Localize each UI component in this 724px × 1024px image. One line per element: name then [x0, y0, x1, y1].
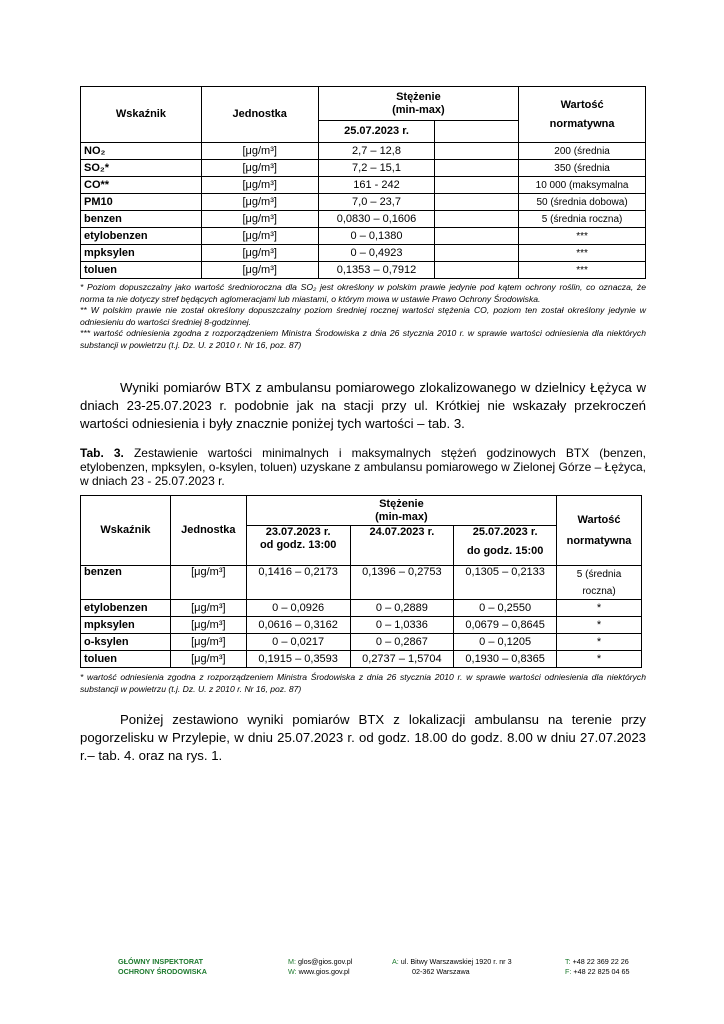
table-row [81, 177, 646, 194]
table-row [81, 245, 646, 262]
footer-org-line2: OCHRONY ŚRODOWISKA [118, 967, 207, 976]
t3-header-day1 [246, 526, 350, 566]
cell-empty [435, 262, 519, 279]
cell-indicator: NO₂ [81, 143, 202, 160]
t3-header-conc-label: Stężenie [379, 497, 424, 510]
t3-header-norm [557, 496, 642, 566]
cell-indicator: CO** [81, 177, 202, 194]
cell-unit: [μg/m³] [201, 143, 318, 160]
cell-norm: 50 (średnia dobowa) [519, 194, 646, 211]
header-unit: Jednostka [201, 87, 318, 143]
cell-empty [435, 228, 519, 245]
cell-indicator: o-ksylen [81, 634, 171, 651]
footer-addr-line2: 02-362 Warszawa [412, 967, 470, 976]
table-3-caption [80, 446, 646, 488]
table-1-notes [80, 282, 646, 351]
cell-unit: [μg/m³] [201, 160, 318, 177]
cell-norm: *** [519, 245, 646, 262]
t3-day1-line1: 23.07.2023 r. [265, 526, 331, 538]
table-3 [80, 495, 642, 668]
cell-norm: 5 (średnia roczna) [519, 211, 646, 228]
table-1-body [81, 143, 646, 279]
footer-address [392, 957, 512, 977]
header-indicator: Wskaźnik [81, 87, 202, 143]
cell-value: 7,0 – 23,7 [318, 194, 435, 211]
cell-unit: [μg/m³] [201, 245, 318, 262]
cell-empty [435, 194, 519, 211]
cell-indicator: toluen [81, 262, 202, 279]
cell-day3: 0 – 0,1205 [454, 634, 557, 651]
t3-header-day2 [350, 526, 454, 566]
cell-unit: [μg/m³] [201, 228, 318, 245]
footer-addr-key: A: [392, 957, 399, 966]
header-norm-line2: normatywna [549, 117, 615, 130]
t3-header-indicator: Wskaźnik [81, 496, 171, 566]
cell-value: 0,1353 – 0,7912 [318, 262, 435, 279]
cell-unit: [μg/m³] [170, 651, 246, 668]
cell-norm: * [557, 651, 642, 668]
t3-header-range-label: (min-max) [375, 510, 428, 523]
cell-norm: *** [519, 262, 646, 279]
cell-unit: [μg/m³] [170, 617, 246, 634]
cell-day1: 0 – 0,0926 [246, 600, 350, 617]
cell-unit: [μg/m³] [201, 177, 318, 194]
cell-indicator: mpksylen [81, 617, 171, 634]
cell-empty [435, 211, 519, 228]
cell-day2: 0,1396 – 0,2753 [350, 566, 454, 600]
cell-day2: 0,2737 – 1,5704 [350, 651, 454, 668]
cell-norm: * [557, 634, 642, 651]
footer-fax: +48 22 825 04 65 [573, 967, 630, 976]
note-2: ** W polskim prawie nie został określony dopuszczalny poziom średniej rocznej wartości stężenia CO, poziom ten został określony jedynie w odniesieniu do wartości średniej 8-godzinnej. [80, 305, 646, 327]
cell-day2: 0 – 0,2889 [350, 600, 454, 617]
caption-text: Zestawienie wartości minimalnych i maksymalnych stężeń godzinowych BTX (benzen, etylobenzen, mpksylen, o-ksylen, toluen) uzyskane z ambulansu pomiarowego w Zielonej Górze – Łężyca, w dniach 23 - 25.07.2023 r. [80, 446, 646, 488]
cell-day3: 0,1305 – 0,2133 [454, 566, 557, 600]
footer-www-key: W: [288, 967, 297, 976]
paragraph-2-text: Poniżej zestawiono wyniki pomiarów BTX z lokalizacji ambulansu na terenie przy pogorzelisku w Przylepie, w dniu 25.07.2023 r. od godz. 18.00 do godz. 8.00 w dniu 27.07.2023 r.– tab. 4. oraz na rys. 1. [80, 712, 646, 763]
cell-norm: * [557, 617, 642, 634]
table-row [81, 566, 642, 600]
footer-addr-line1: ul. Bitwy Warszawskiej 1920 r. nr 3 [400, 957, 512, 966]
table-row [81, 600, 642, 617]
cell-indicator: benzen [81, 566, 171, 600]
header-date: 25.07.2023 r. [318, 121, 435, 143]
caption-label: Tab. 3. [80, 446, 124, 460]
cell-value: 0 – 0,4923 [318, 245, 435, 262]
t3-header-unit: Jednostka [170, 496, 246, 566]
header-norm [519, 87, 646, 143]
t3-header-day3 [454, 526, 557, 566]
cell-norm: 350 (średnia [519, 160, 646, 177]
header-norm-line1: Wartość [560, 98, 604, 111]
footer-mail-key: M: [288, 957, 296, 966]
footer-contact-web [288, 957, 352, 977]
table-3-notes [80, 672, 646, 695]
cell-day1: 0 – 0,0217 [246, 634, 350, 651]
footer-fax-key: F: [565, 967, 572, 976]
header-conc-label: Stężenie [396, 90, 441, 103]
cell-norm: *** [519, 228, 646, 245]
cell-value: 7,2 – 15,1 [318, 160, 435, 177]
cell-norm: 10 000 (maksymalna [519, 177, 646, 194]
table-row [81, 262, 646, 279]
note-1: * Poziom dopuszczalny jako wartość średnioroczna dla SO₂ jest określony w polskim prawie jedynie pod kątem ochrony roślin, co oznacza, że norma ta nie dotyczy stref będących aglomeracjami lub miastami, o którym mowa w ustawie Prawo Ochrony Środowiska. [80, 282, 646, 304]
header-empty [435, 121, 519, 143]
footer-org-line1: GŁÓWNY INSPEKTORAT [118, 957, 204, 966]
table-row [81, 194, 646, 211]
footer-phone [565, 957, 630, 977]
cell-day3: 0,0679 – 0,8645 [454, 617, 557, 634]
table-1 [80, 86, 646, 279]
cell-norm-line2: roczna) [582, 585, 616, 597]
footer-tel-key: T: [565, 957, 571, 966]
cell-empty [435, 160, 519, 177]
cell-norm: * [557, 600, 642, 617]
table-row [81, 617, 642, 634]
header-range-label: (min-max) [392, 103, 445, 116]
cell-day1: 0,1915 – 0,3593 [246, 651, 350, 668]
cell-empty [435, 245, 519, 262]
cell-norm-line1: 5 (średnia [576, 568, 622, 580]
table-row [81, 211, 646, 228]
footer-tel: +48 22 369 22 26 [572, 957, 629, 966]
cell-unit: [μg/m³] [170, 600, 246, 617]
t3-header-norm-line1: Wartość [577, 513, 621, 526]
paragraph-1 [80, 379, 646, 433]
cell-unit: [μg/m³] [170, 634, 246, 651]
cell-indicator: benzen [81, 211, 202, 228]
cell-unit: [μg/m³] [170, 566, 246, 600]
cell-value: 161 - 242 [318, 177, 435, 194]
footer-mail[interactable]: glos@gios.gov.pl [297, 957, 353, 966]
cell-indicator: etylobenzen [81, 600, 171, 617]
paragraph-1-text: Wyniki pomiarów BTX z ambulansu pomiarowego zlokalizowanego w dzielnicy Łężyca w dniach 23-25.07.2023 r. podobnie jak na stacji przy ul. Krótkiej nie wskazały przekroczeń wartości odniesienia i były znacznie poniżej tych wartości – tab. 3. [80, 380, 646, 431]
t3-header-concentration [246, 496, 556, 526]
cell-norm: 200 (średnia [519, 143, 646, 160]
t3-note-1: * wartość odniesienia zgodna z rozporządzeniem Ministra Środowiska z dnia 26 stycznia 2010 r. w sprawie wartości odniesienia dla niektórych substancji w powietrzu (t.j. Dz. U. z 2010 r. Nr 16, poz. 87) [80, 672, 646, 694]
t3-day3-line2: do godz. 15:00 [466, 545, 544, 557]
table-3-body [81, 566, 642, 668]
cell-unit: [μg/m³] [201, 211, 318, 228]
cell-day2: 0 – 0,2867 [350, 634, 454, 651]
note-3: *** wartość odniesienia zgodna z rozporządzeniem Ministra Środowiska z dnia 26 stycznia 2010 r. w sprawie wartości odniesienia dla niektórych substancji w powietrzu (t.j. Dz. U. z 2010 r. Nr 16, poz. 87) [80, 328, 646, 350]
cell-empty [435, 143, 519, 160]
table-row [81, 634, 642, 651]
cell-indicator: SO₂* [81, 160, 202, 177]
table-row [81, 651, 642, 668]
cell-indicator: etylobenzen [81, 228, 202, 245]
table-row [81, 143, 646, 160]
t3-day3-line1: 25.07.2023 r. [472, 526, 538, 538]
table-row [81, 228, 646, 245]
table-row [81, 160, 646, 177]
cell-indicator: PM10 [81, 194, 202, 211]
cell-day1: 0,1416 – 0,2173 [246, 566, 350, 600]
t3-day1-line2: od godz. 13:00 [259, 539, 337, 551]
t3-day2-line1: 24.07.2023 r. [369, 526, 435, 538]
cell-value: 0,0830 – 0,1606 [318, 211, 435, 228]
cell-day1: 0,0616 – 0,3162 [246, 617, 350, 634]
cell-day3: 0,1930 – 0,8365 [454, 651, 557, 668]
cell-unit: [μg/m³] [201, 262, 318, 279]
header-concentration [318, 87, 519, 121]
footer-www[interactable]: www.gios.gov.pl [298, 967, 350, 976]
cell-indicator: toluen [81, 651, 171, 668]
cell-day3: 0 – 0,2550 [454, 600, 557, 617]
cell-norm [557, 566, 642, 600]
cell-empty [435, 177, 519, 194]
t3-header-norm-line2: normatywna [566, 534, 632, 547]
cell-value: 2,7 – 12,8 [318, 143, 435, 160]
cell-value: 0 – 0,1380 [318, 228, 435, 245]
cell-indicator: mpksylen [81, 245, 202, 262]
cell-unit: [μg/m³] [201, 194, 318, 211]
paragraph-2 [80, 711, 646, 765]
cell-day2: 0 – 1,0336 [350, 617, 454, 634]
footer-organization [118, 957, 207, 977]
